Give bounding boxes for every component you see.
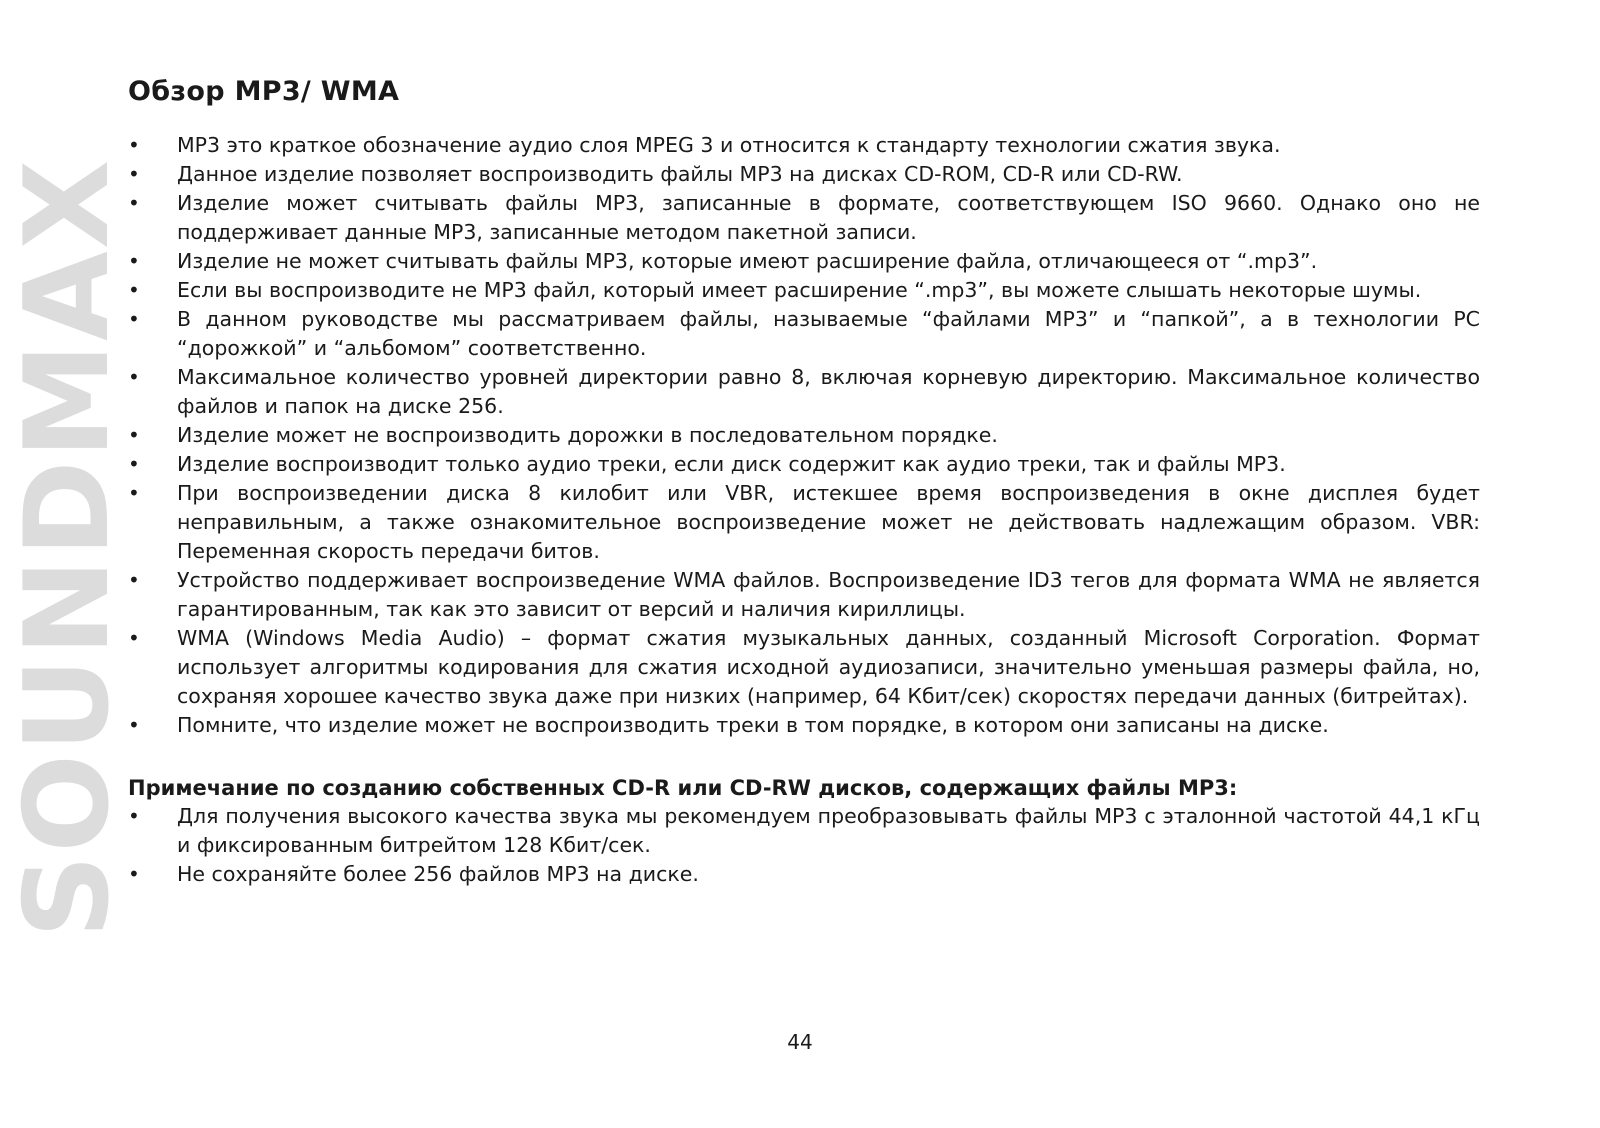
brand-watermark-text: SOUNDMAX bbox=[0, 157, 135, 939]
note-bullet-list bbox=[128, 802, 1480, 889]
page-number: 44 bbox=[787, 1030, 813, 1054]
brand-watermark bbox=[0, 88, 135, 1008]
list-item: • Помните, что изделие может не воспроизводить треки в том порядке, в котором они записаны на диске. bbox=[128, 711, 1480, 740]
list-item: • Максимальное количество уровней директории равно 8, включая корневую директорию. Максимальное количество файлов и папок на диске 256. bbox=[128, 363, 1480, 421]
page-content bbox=[128, 76, 1480, 889]
list-item: • Не сохраняйте более 256 файлов MP3 на диске. bbox=[128, 860, 1480, 889]
list-item: • Если вы воспроизводите не MP3 файл, который имеет расширение “.mp3”, вы можете слышать некоторые шумы. bbox=[128, 276, 1480, 305]
list-item: • Устройство поддерживает воспроизведение WMA файлов. Воспроизведение ID3 тегов для формата WMA не является гарантированным, так как это зависит от версий и наличия кириллицы. bbox=[128, 566, 1480, 624]
mp3-wma-bullet-list bbox=[128, 131, 1480, 740]
list-item: • Изделие не может считывать файлы MP3, которые имеют расширение файла, отличающееся от “.mp3”. bbox=[128, 247, 1480, 276]
list-item: • MP3 это краткое обозначение аудио слоя MPEG 3 и относится к стандарту технологии сжатия звука. bbox=[128, 131, 1480, 160]
note-heading: Примечание по созданию собственных CD-R или CD-RW дисков, содержащих файлы MP3: bbox=[128, 776, 1238, 800]
list-item: • Для получения высокого качества звука мы рекомендуем преобразовывать файлы MP3 с эталонной частотой 44,1 кГц и фиксированным битрейтом 128 Кбит/сек. bbox=[128, 802, 1480, 860]
page-title: Обзор MP3/ WMA bbox=[128, 76, 400, 107]
list-item: • WMA (Windows Media Audio) – формат сжатия музыкальных данных, созданный Microsoft Corporation. Формат использует алгоритмы кодирования для сжатия исходной аудиозаписи, значительно уменьшая размеры файла, но, сохраняя хорошее качество звука даже при низких (например, 64 Кбит/сек) скоростях передачи данных (битрейтах). bbox=[128, 624, 1480, 711]
list-item: • Изделие может не воспроизводить дорожки в последовательном порядке. bbox=[128, 421, 1480, 450]
list-item: • Данное изделие позволяет воспроизводить файлы MP3 на дисках CD-ROM, CD-R или CD-RW. bbox=[128, 160, 1480, 189]
list-item: • Изделие может считывать файлы MP3, записанные в формате, соответствующем ISO 9660. Однако оно не поддерживает данные MP3, записанные методом пакетной записи. bbox=[128, 189, 1480, 247]
list-item: • Изделие воспроизводит только аудио треки, если диск содержит как аудио треки, так и файлы MP3. bbox=[128, 450, 1480, 479]
list-item: • При воспроизведении диска 8 килобит или VBR, истекшее время воспроизведения в окне дисплея будет неправильным, а также ознакомительное воспроизведение может не действовать надлежащим образом. VBR: Переменная скорость передачи битов. bbox=[128, 479, 1480, 566]
list-item: • В данном руководстве мы рассматриваем файлы, называемые “файлами MP3” и “папкой”, а в технологии PC “дорожкой” и “альбомом” соответственно. bbox=[128, 305, 1480, 363]
